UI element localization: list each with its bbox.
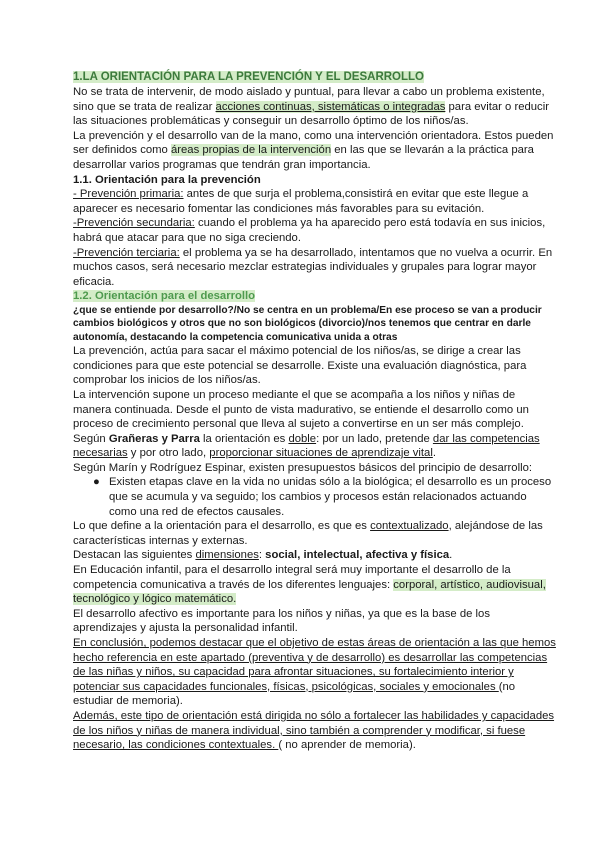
list-item: ● Existen etapas clave en la vida no unidas sólo a la biológica; el desarrollo es un proceso que se acumula y va seguido; los cambios y procesos están relacionados actuando como una red de efectos causales. xyxy=(93,476,552,518)
affective-paragraph: El desarrollo afectivo es importante para los niños y niñas, ya que es la base de los aprendizajes y ajusta la personalidad infantil. xyxy=(73,607,490,635)
intervention-paragraph: La intervención supone un proceso mediante el que se acompaña a los niños y niñas de manera continuada. Desde el punto de vista madurativo, se entiende el desarrollo como un proceso de crecimiento personal que lleva al sujeto a convertirse en un ser más complejo. xyxy=(73,388,529,431)
highlight-areas: áreas propias de la intervención xyxy=(170,144,332,157)
bullet-icon: ● xyxy=(93,476,100,489)
prevention-secondary: -Prevención secundaria: cuando el problema ya ha aparecido pero está todavía en sus inicios, habrá que atacar para que no siga creciendo. xyxy=(73,217,546,244)
document-title: 1.LA ORIENTACIÓN PARA LA PREVENCIÓN Y EL DESARROLLO xyxy=(73,71,424,83)
infant-education-paragraph: En Educación infantil, para el desarrollo integral será muy importante el desarrollo de la competencia comunicativa a través de los diferentes lenguajes: corporal, artístico, audiovisual, tecnológico y lógico matemático. xyxy=(73,564,546,606)
ademas-paragraph: Además, este tipo de orientación está dirigida no sólo a fortalecer las habilidades y capacidades de los niños y niñas de manera individual, sino también a comprender y modificar, si fuese necesario, las condiciones contextuales. ( no aprender de memoria). xyxy=(73,709,555,752)
intro-paragraph-1: No se trata de intervenir, de modo aislado y puntual, para llevar a cabo un problema existente, sino que se trata de realizar acciones continuas, sistemáticas o integradas para evitar o reducir las situaciones problemáticas y conseguir un desarrollo óptimo de los niños/as. xyxy=(73,86,549,128)
section-1-2-title: 1.2. Orientación para el desarrollo xyxy=(73,290,256,303)
development-question: ¿que se entiende por desarrollo?/No se centra en un problema/En ese proceso se van a producir cambios biológicos y otros que no son biológicos (divorcio)/nos tenemos que centrar en darle autonomía, destacando la competencia comunicativa unida a otras xyxy=(73,304,542,343)
highlight-acciones: acciones continuas, sistemáticas o integradas xyxy=(215,100,446,113)
dimensions-paragraph: Destacan las siguientes dimensiones: social, intelectual, afectiva y física. xyxy=(73,549,453,562)
bullet-list xyxy=(73,475,556,519)
intro-paragraph-2: La prevención y el desarrollo van de la mano, como una intervención orientadora. Estos pueden ser definidos como áreas propias de la intervención en las que se llevarán a la práctica para desarrollar varios programas que tendrán gran importancia. xyxy=(73,129,554,171)
prevention-tertiary: -Prevención terciaria: el problema ya se ha desarrollado, intentamos que no vuelva a ocurrir. En muchos casos, será necesario mezclar estrategias individuales y grupales para lograr mayor eficacia. xyxy=(73,246,553,288)
graneras-parra-paragraph: Según Grañeras y Parra la orientación es doble: por un lado, pretende dar las competencias necesarias y por otro lado, proporcionar situaciones de aprendizaje vital. xyxy=(73,432,540,460)
prevention-primary: - Prevención primaria: antes de que surja el problema,consistirá en evitar que este llegue a aparecer es necesario fomentar las condiciones más favorables para su evitación. xyxy=(73,188,529,215)
highlight-languages: corporal, artístico, audiovisual, tecnológico y lógico matemático. xyxy=(73,578,546,606)
prevention-paragraph: La prevención, actúa para sacar el máximo potencial de los niños/as, se dirige a crear las condiciones para que este potencial se desarrolle. Existe una evaluación diagnóstica, para comprobar los inicios de los niños/as. xyxy=(73,345,527,387)
marin-rodriguez-paragraph: Según Marín y Rodríguez Espinar, existen presupuestos básicos del principio de desarrollo: xyxy=(73,461,533,474)
definition-paragraph: Lo que define a la orientación para el desarrollo, es que es contextualizado, alejándose de las características internas y externas. xyxy=(73,520,543,547)
section-1-1-title: 1.1. Orientación para la prevención xyxy=(73,173,261,186)
conclusion-paragraph: En conclusión, podemos destacar que el objetivo de estas áreas de orientación a las que hemos hecho referencia en este apartado (preventiva y de desarrollo) es desarrollar las competencias de las niñas y niños, su capacidad para afrontar situaciones, su fortalecimiento interior y potenciar sus capacidades funcionales, físicas, psicológicas, sociales y emocionales (no estudiar de memoria). xyxy=(73,637,556,708)
